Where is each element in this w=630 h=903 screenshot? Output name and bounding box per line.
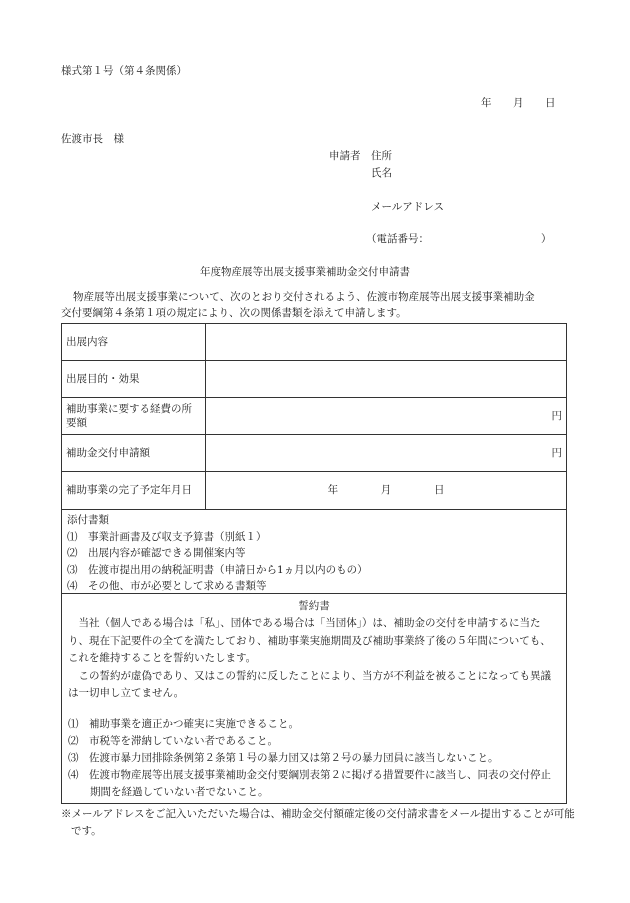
completion-day: 日 <box>433 484 445 497</box>
oath-box <box>61 594 567 804</box>
phone-close: ） <box>541 233 552 245</box>
grant-amount-field[interactable] <box>206 435 567 472</box>
document-title: 年度物産展等出展支援事業補助金交付申請書 <box>200 266 410 278</box>
table-row <box>62 324 567 361</box>
oath-item: ⑴ 補助事業を適正かつ確実に実施できること。 <box>68 717 299 730</box>
exhibit-purpose-field[interactable] <box>206 361 567 398</box>
name-label: 氏名 <box>371 167 392 179</box>
exhibit-content-label: 出展内容 <box>62 324 206 361</box>
addressee: 佐渡市長 様 <box>61 133 124 145</box>
completion-date-field[interactable] <box>206 472 567 510</box>
completion-month: 月 <box>380 484 392 497</box>
date-month-label: 月 <box>513 97 524 109</box>
oath-item: ⑶ 佐渡市暴力団排除条例第２条第１号の暴力団又は第２号の暴力団員に該当しないこと。 <box>68 751 499 764</box>
attachments-box <box>61 509 567 594</box>
applicant-label: 申請者 <box>329 150 361 162</box>
grant-amount-label: 補助金交付申請額 <box>62 435 206 472</box>
oath-title: 誓約書 <box>298 600 330 612</box>
attachment-item: ⑴ 事業計画書及び収支予算書（別紙１） <box>67 530 267 543</box>
attachments-heading: 添付書類 <box>67 514 109 526</box>
table-row <box>62 361 567 398</box>
intro-line-1: 物産展等出展支援事業について、次のとおり交付されるよう、佐渡市物産展等出展支援事業補助金 <box>73 291 535 303</box>
exhibit-content-field[interactable] <box>206 324 567 361</box>
yen-unit: 円 <box>551 409 562 422</box>
required-cost-field[interactable] <box>206 398 567 435</box>
address-label: 住所 <box>371 150 392 162</box>
form-number: 様式第１号（第４条関係） <box>61 65 187 77</box>
oath-paragraph-1: 当社（個人である場合は「私」、団体である場合は「当団体」）は、補助金の交付を申請するに当たり、現在下記要件の全てを満たしており、補助事業実施期間及び補助事業終了後の５年間についても、これを維持することを誓約いたします。 <box>68 617 551 664</box>
table-row <box>62 472 567 510</box>
oath-item: ⑷ 佐渡市物産展等出展支援事業補助金交付要綱別表第２に掲げる措置要件に該当し、同表の交付停止期間を経過していない者でないこと。 <box>68 768 551 798</box>
attachment-item: ⑵ 出展内容が確認できる開催案内等 <box>67 547 246 559</box>
required-cost-label: 補助事業に要する経費の所要額 <box>62 398 206 435</box>
attachment-item: ⑶ 佐渡市提出用の納税証明書（申請日から1ヵ月以内のもの） <box>67 563 368 576</box>
table-row <box>62 435 567 472</box>
exhibit-purpose-label: 出展目的・効果 <box>62 361 206 398</box>
date-year-label: 年 <box>481 97 492 109</box>
phone-label: （電話番号： <box>366 233 429 245</box>
oath-item: ⑵ 市税等を滞納していない者であること。 <box>68 734 278 747</box>
intro-line-2: 交付要綱第４条第１項の規定により、次の関係書類を添えて申請します。 <box>61 307 407 319</box>
application-table <box>61 323 567 510</box>
attachment-item: ⑷ その他、市が必要として求める書類等 <box>67 580 267 592</box>
table-row <box>62 398 567 435</box>
completion-year: 年 <box>327 484 339 497</box>
completion-date-label: 補助事業の完了予定年月日 <box>62 472 206 510</box>
oath-paragraph-2: この誓約が虚偽であり、又はこの誓約に反したことにより、当方が不利益を被ることになっても異議は一切申し立てません。 <box>68 669 551 699</box>
yen-unit: 円 <box>551 446 562 459</box>
date-day-label: 日 <box>545 97 556 109</box>
footnote: ※メールアドレスをご記入いただいた場合は、補助金交付額確定後の交付請求書をメール提出することが可能です。 <box>61 808 575 837</box>
email-label: メールアドレス <box>371 201 444 213</box>
